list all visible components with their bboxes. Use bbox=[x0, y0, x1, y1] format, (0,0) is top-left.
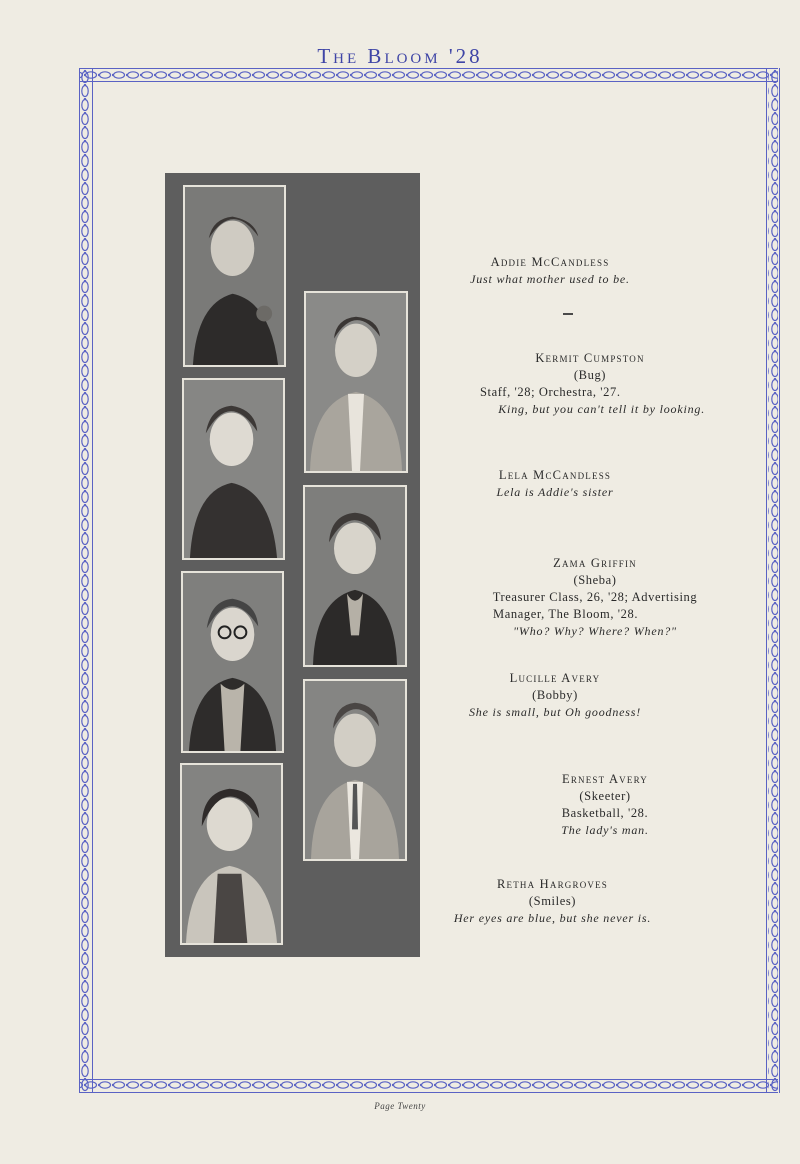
student-name: Retha Hargroves bbox=[497, 877, 608, 891]
student-nickname: (Smiles) bbox=[528, 894, 577, 908]
student-entry bbox=[440, 468, 670, 500]
photo-panel bbox=[165, 173, 420, 957]
page-title: The Bloom '28 bbox=[317, 44, 483, 68]
student-name: Lucille Avery bbox=[509, 671, 601, 685]
student-activities: Staff, '28; Orchestra, '27. bbox=[480, 385, 621, 399]
student-activities: Manager, The Bloom, '28. bbox=[493, 607, 639, 621]
student-quote: "Who? Why? Where? When?" bbox=[513, 624, 677, 638]
student-name: Ernest Avery bbox=[561, 772, 648, 786]
portrait-photo-lela bbox=[182, 378, 285, 560]
separator-mark bbox=[563, 313, 573, 315]
student-quote: King, but you can't tell it by looking. bbox=[498, 402, 705, 416]
student-quote: Just what mother used to be. bbox=[470, 272, 630, 286]
portrait-photo-lucille bbox=[181, 571, 284, 753]
student-quote: Her eyes are blue, but she never is. bbox=[453, 911, 652, 925]
portrait-photo-kermit bbox=[304, 291, 408, 473]
portrait-photo-ernest bbox=[303, 679, 407, 861]
student-entry bbox=[430, 877, 675, 926]
student-name: Addie McCandless bbox=[490, 255, 610, 269]
student-nickname: (Skeeter) bbox=[579, 789, 631, 803]
portrait-photo-zama bbox=[303, 485, 407, 667]
page-number: Page Twenty bbox=[374, 1101, 426, 1111]
portrait-photo-addie bbox=[183, 185, 286, 367]
student-entry bbox=[440, 671, 670, 720]
student-activities: Basketball, '28. bbox=[561, 806, 649, 820]
student-entry bbox=[430, 255, 670, 287]
student-nickname: (Bobby) bbox=[532, 688, 578, 702]
student-name: Lela McCandless bbox=[498, 468, 612, 482]
student-entry bbox=[505, 772, 705, 838]
student-activities: Treasurer Class, 26, '28; Advertising bbox=[492, 590, 698, 604]
portrait-photo-retha bbox=[180, 763, 283, 945]
student-nickname: (Sheba) bbox=[573, 573, 617, 587]
student-quote: She is small, but Oh goodness! bbox=[469, 705, 641, 719]
student-quote: Lela is Addie's sister bbox=[496, 485, 614, 499]
student-entry bbox=[445, 351, 735, 417]
student-name: Zama Griffin bbox=[553, 556, 637, 570]
student-quote: The lady's man. bbox=[561, 823, 649, 837]
student-name: Kermit Cumpston bbox=[535, 351, 645, 365]
student-entry bbox=[465, 556, 725, 639]
student-nickname: (Bug) bbox=[573, 368, 607, 382]
